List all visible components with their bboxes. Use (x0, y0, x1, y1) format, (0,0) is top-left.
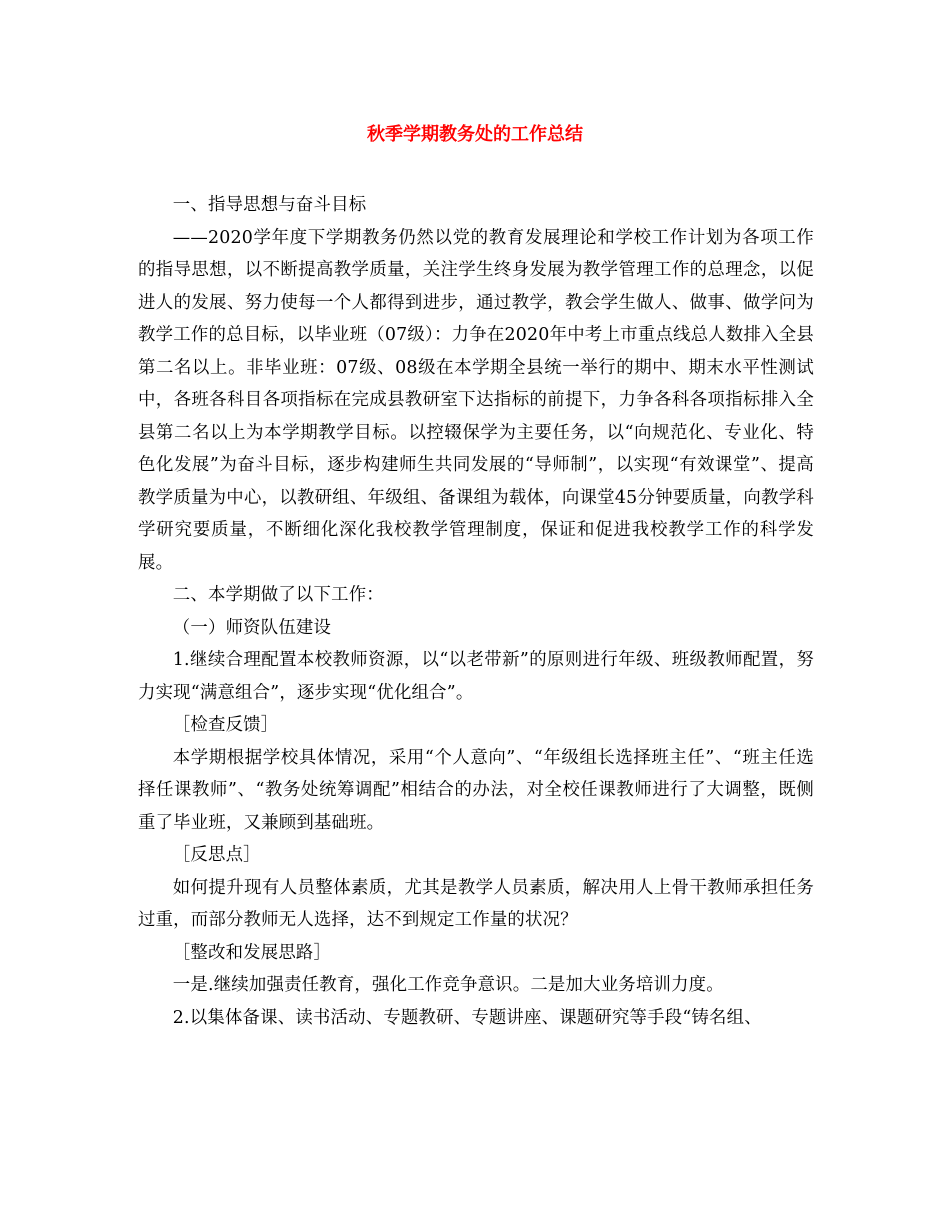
section-heading-guiding-thought: 一、指导思想与奋斗目标 (172, 195, 367, 215)
paragraph-feedback: 本学期根据学校具体情况，采用“个人意向”、“年级组长选择班主任”、“班主任选择任课教师”、“教务处统筹调配”相结合的办法，对全校任课教师进行了大调整，既侧重了毕业班，又兼顾到基础班。 (138, 747, 814, 833)
section-heading-work-done: 二、本学期做了以下工作： (172, 585, 384, 605)
label-improvement: ［整改和发展思路］ (172, 942, 332, 963)
label-check-feedback: ［检查反馈］ (172, 715, 279, 735)
paragraph-reflection: 如何提升现有人员整体素质，尤其是教学人员素质，解决用人上骨干教师承担任务过重，而部分教师无人选择，达不到规定工作量的状况？ (138, 877, 814, 930)
paragraph-item-2: 2.以集体备课、读书活动、专题教研、专题讲座、课题研究等手段“铸名组、 (172, 1007, 762, 1028)
subsection-heading-teacher-team: （一）师资队伍建设 (172, 617, 332, 638)
paragraph-improvement: 一是.继续加强责任教育，强化工作竞争意识。二是加大业务培训力度。 (172, 975, 724, 995)
document-body (138, 189, 814, 1034)
paragraph-item-1: 1.继续合理配置本校教师资源，以“以老带新”的原则进行年级、班级教师配置，努力实现“满意组合”，逐步实现“优化组合”。 (138, 650, 814, 703)
label-reflection: ［反思点］ (172, 845, 261, 865)
document-title: 秋季学期教务处的工作总结 (367, 124, 583, 145)
paragraph-goals: ——2020学年度下学期教务仍然以党的教育发展理论和学校工作计划为各项工作的指导思想，以不断提高教学质量，关注学生终身发展为教学管理工作的总理念，以促进人的发展、努力使每一个人都得到进步，通过教学，教会学生做人、做事、做学问为教学工作的总目标，以毕业班（07级）：力争在2020年中考上市重点线总人数排入全县第二名以上。非毕业班：07级、08级在本学期全县统一举行的期中、期末水平性测试中，各班各科目各项指标在完成县教研室下达指标的前提下，力争各科各项指标排入全县第二名以上为本学期教学目标。以控辍保学为主要任务，以“向规范化、专业化、特色化发展”为奋斗目标，逐步构建师生共同发展的“导师制”，以实现“有效课堂”、提高教学质量为中心，以教研组、年级组、备课组为载体，向课堂45分钟要质量，向教学科学研究要质量，不断细化深化我校教学管理制度，保证和促进我校教学工作的科学发展。 (138, 227, 814, 573)
